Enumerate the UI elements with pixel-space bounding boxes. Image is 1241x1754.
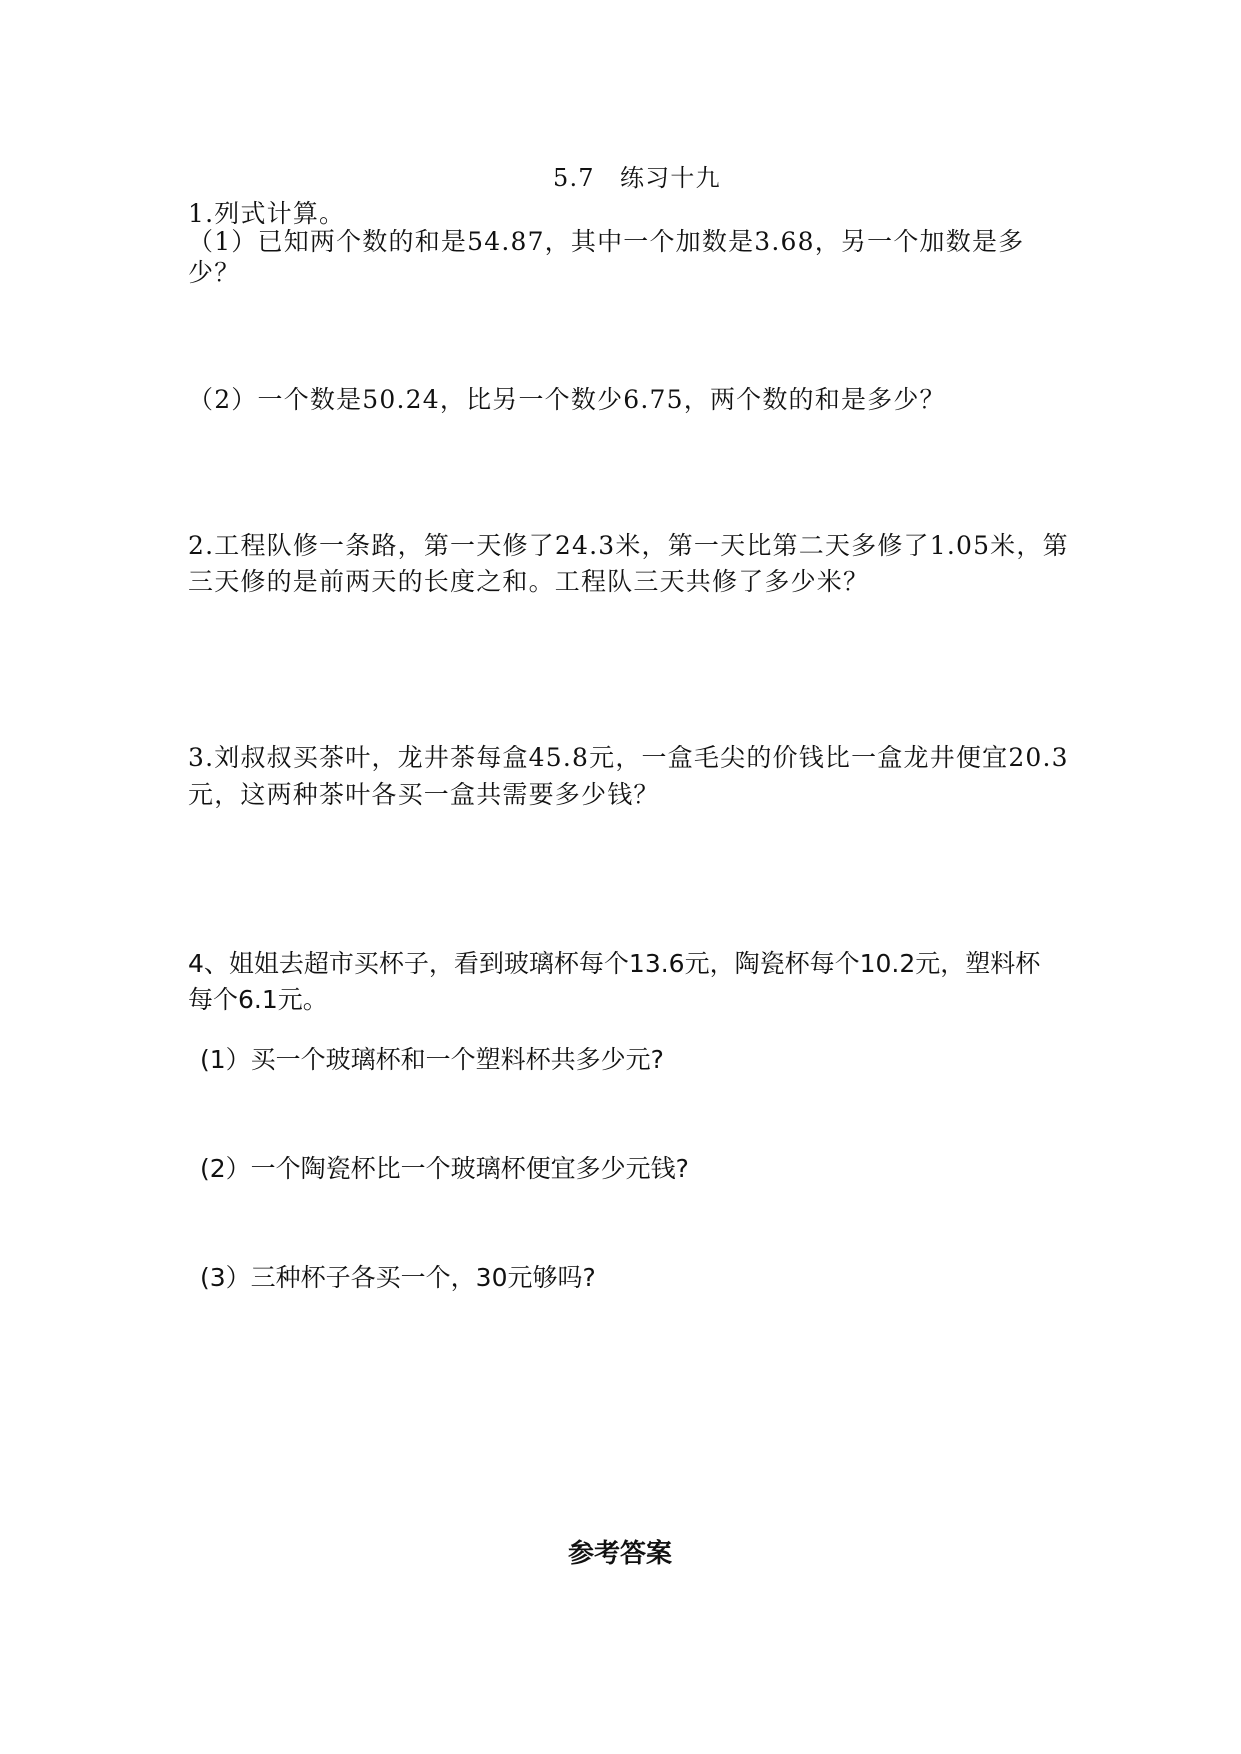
question-1-part-1-line-1: （1）已知两个数的和是54.87，其中一个加数是3.68，另一个加数是多: [188, 227, 1025, 256]
question-1-heading: 1.列式计算。: [188, 199, 346, 228]
page-title: 5.7 练习十九: [553, 164, 721, 192]
answer-heading: 参考答案: [568, 1539, 673, 1569]
question-4-line-2: 每个6.1元。: [188, 985, 328, 1014]
question-1-part-1-line-2: 少？: [188, 258, 241, 287]
question-2-line-1: 2.工程队修一条路，第一天修了24.3米，第一天比第二天多修了1.05米，第: [188, 531, 1069, 560]
question-3-line-2: 元，这两种茶叶各买一盒共需要多少钱？: [188, 780, 660, 809]
question-4-line-1: 4、姐姐去超市买杯子，看到玻璃杯每个13.6元，陶瓷杯每个10.2元，塑料杯: [188, 949, 1041, 978]
question-4-sub-1: (1）买一个玻璃杯和一个塑料杯共多少元?: [200, 1045, 664, 1074]
question-4-sub-3: (3）三种杯子各买一个，30元够吗?: [200, 1263, 596, 1292]
question-3-line-1: 3.刘叔叔买茶叶，龙井茶每盒45.8元，一盒毛尖的价钱比一盒龙井便宜20.3: [188, 743, 1069, 772]
question-1-part-2: （2）一个数是50.24，比另一个数少6.75，两个数的和是多少？: [188, 385, 946, 414]
question-2-line-2: 三天修的是前两天的长度之和。工程队三天共修了多少米？: [188, 567, 870, 596]
question-4-sub-2: (2）一个陶瓷杯比一个玻璃杯便宜多少元钱?: [200, 1154, 689, 1183]
